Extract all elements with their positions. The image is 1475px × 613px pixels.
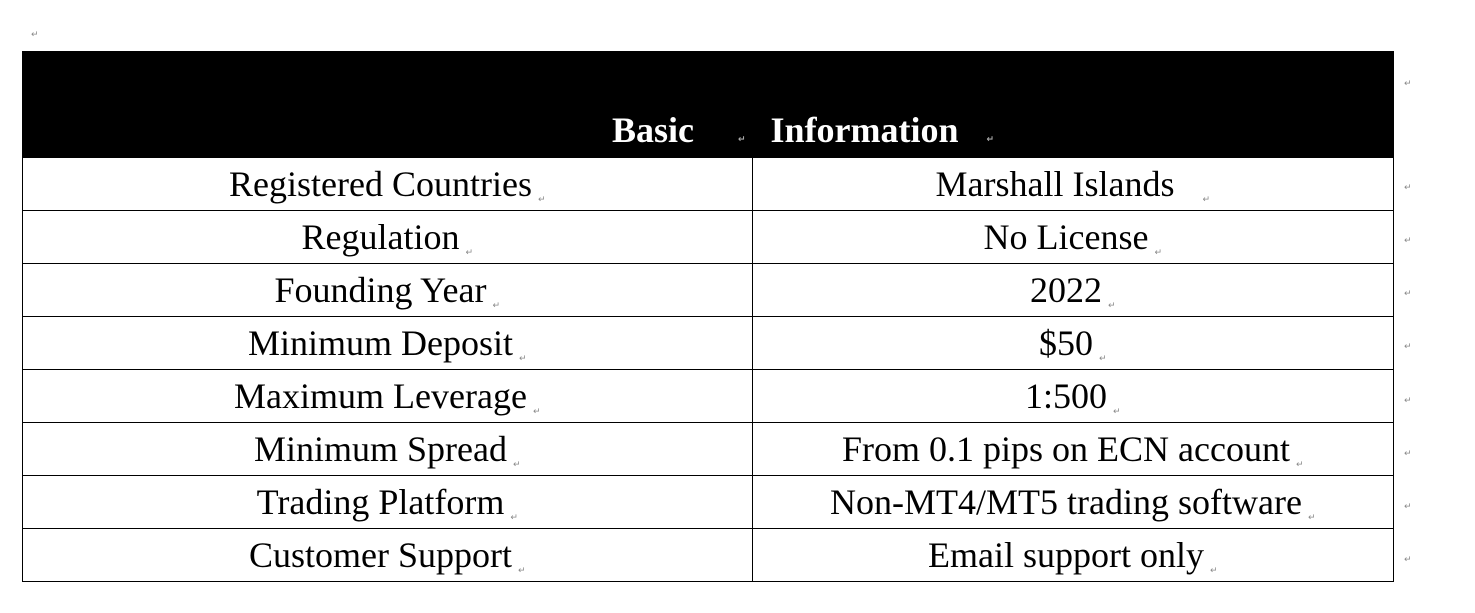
table-row <box>23 317 1394 370</box>
row-end-mark: ↵ <box>1404 502 1412 512</box>
row-end-mark: ↵ <box>1404 396 1412 406</box>
row-end-mark: ↵ <box>1404 183 1412 193</box>
row-label: Maximum Leverage ↵ <box>23 370 753 423</box>
row-label: Registered Countries ↵ <box>23 158 753 211</box>
header-title-left: Basic <box>611 110 694 150</box>
basic-information-table <box>22 51 1394 582</box>
row-label: Minimum Deposit ↵ <box>23 317 753 370</box>
row-label: Customer Support ↵ <box>23 529 753 582</box>
row-value: Marshall Islands ↵ <box>752 158 1393 211</box>
row-label: Regulation ↵ <box>23 211 753 264</box>
table-row <box>23 476 1394 529</box>
row-end-mark: ↵ <box>1404 236 1412 246</box>
row-value: 2022 ↵ <box>752 264 1393 317</box>
row-value: Non-MT4/MT5 trading software ↵ <box>752 476 1393 529</box>
header-cell-basic <box>23 52 753 158</box>
header-cell-information <box>752 52 1393 158</box>
paragraph-mark: ↵ <box>986 135 995 145</box>
paragraph-mark: ↵ <box>31 30 39 40</box>
row-label: Trading Platform ↵ <box>23 476 753 529</box>
row-value: 1:500 ↵ <box>752 370 1393 423</box>
row-end-mark: ↵ <box>1404 289 1412 299</box>
row-value: From 0.1 pips on ECN account ↵ <box>752 423 1393 476</box>
row-end-mark: ↵ <box>1404 555 1412 565</box>
row-label: Minimum Spread ↵ <box>23 423 753 476</box>
row-end-mark: ↵ <box>1404 342 1412 352</box>
table-row <box>23 370 1394 423</box>
row-value: $50 ↵ <box>752 317 1393 370</box>
paragraph-mark: ↵ <box>737 135 746 145</box>
table-row <box>23 211 1394 264</box>
row-value: Email support only ↵ <box>752 529 1393 582</box>
table-row <box>23 529 1394 582</box>
header-title-right: Information <box>770 110 959 150</box>
table-header-row <box>23 52 1394 158</box>
table-row <box>23 158 1394 211</box>
table-row <box>23 264 1394 317</box>
row-label: Founding Year ↵ <box>23 264 753 317</box>
table-row <box>23 423 1394 476</box>
row-end-mark: ↵ <box>1404 449 1412 459</box>
row-end-mark: ↵ <box>1404 79 1412 89</box>
row-value: No License ↵ <box>752 211 1393 264</box>
